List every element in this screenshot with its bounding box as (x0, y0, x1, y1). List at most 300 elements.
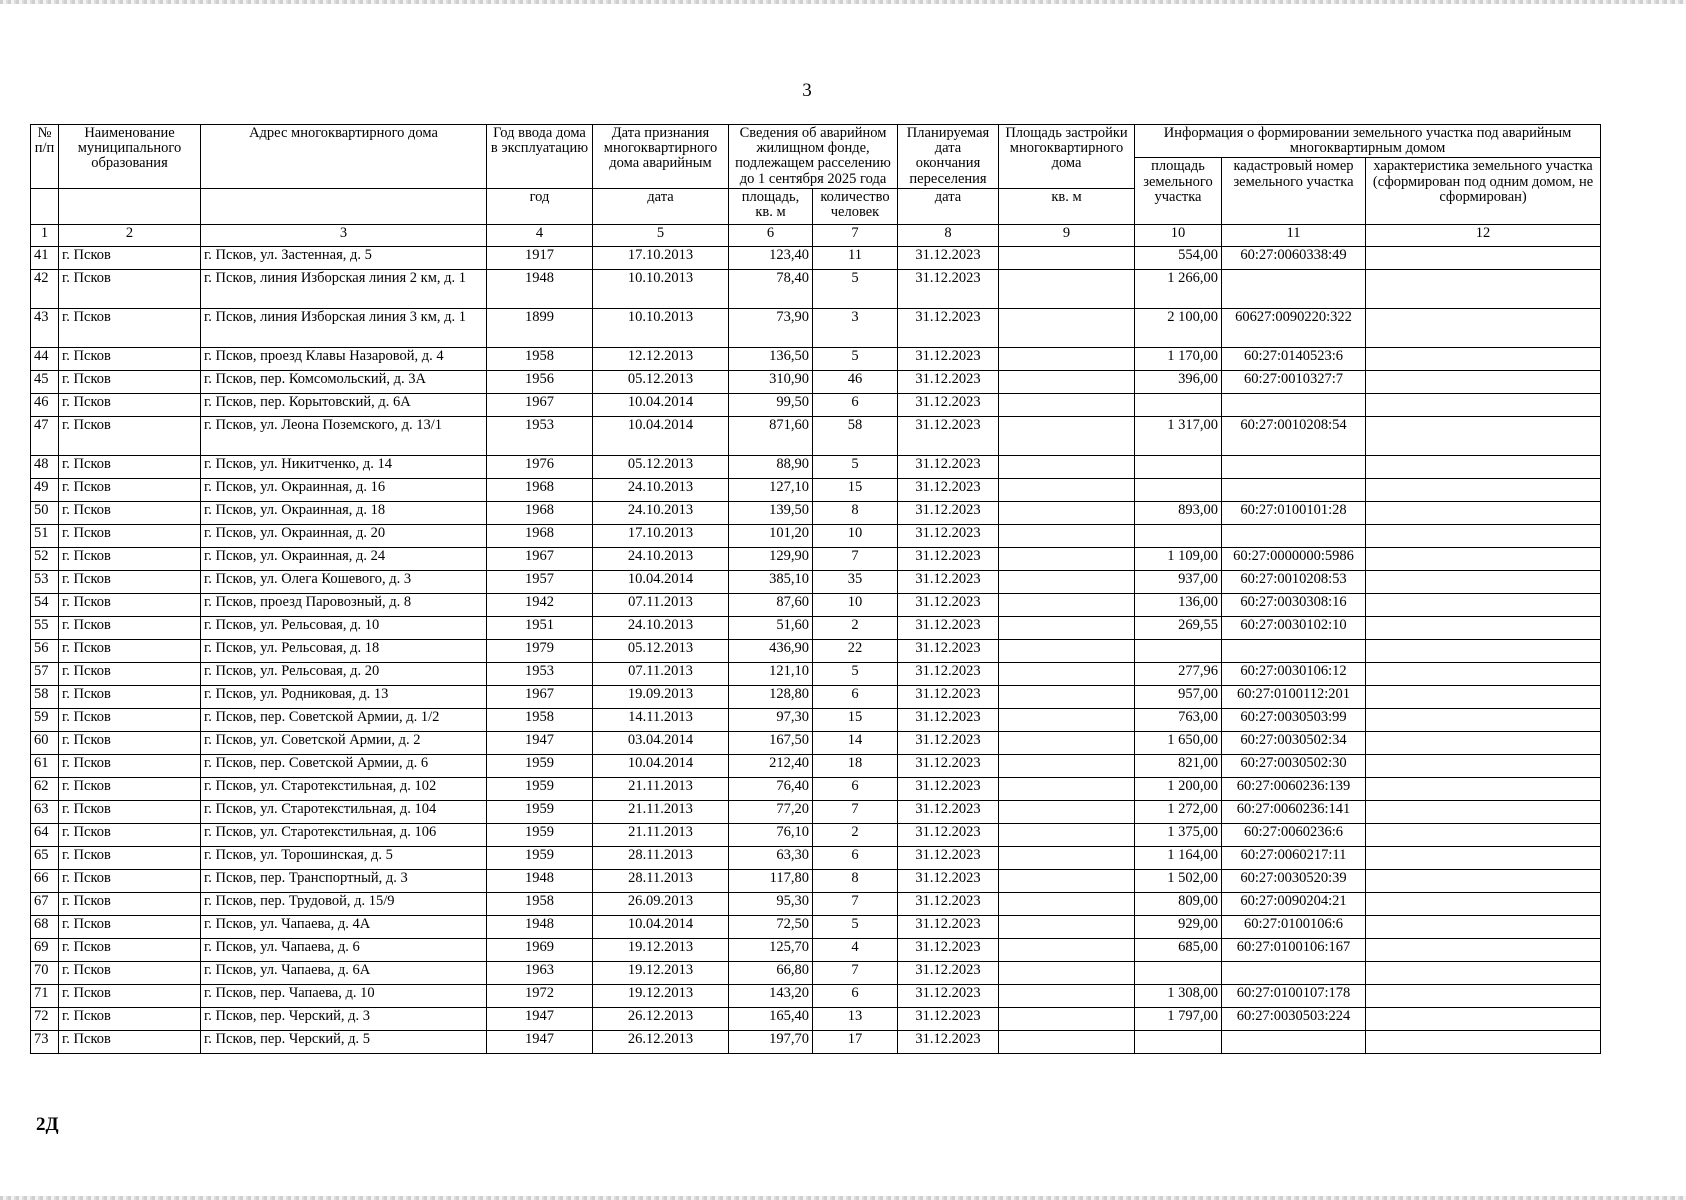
cell-planned-date: 31.12.2023 (898, 455, 999, 478)
cell-building-area (999, 1007, 1135, 1030)
cell-land-characteristic (1366, 800, 1601, 823)
cell-people: 2 (813, 823, 898, 846)
table-row (31, 1030, 1601, 1053)
cell-address: г. Псков, ул. Окраинная, д. 18 (201, 501, 487, 524)
cell-land-area (1135, 455, 1222, 478)
cell-municipality: г. Псков (59, 455, 201, 478)
cell-planned-date: 31.12.2023 (898, 846, 999, 869)
cell-planned-date: 31.12.2023 (898, 478, 999, 501)
cell-date-emergency: 24.10.2013 (593, 478, 729, 501)
cell-row-number: 48 (31, 455, 59, 478)
cell-year-built: 1957 (487, 570, 593, 593)
cell-date-emergency: 21.11.2013 (593, 800, 729, 823)
cell-row-number: 46 (31, 393, 59, 416)
cell-land-area: 1 650,00 (1135, 731, 1222, 754)
unit-building-area: кв. м (999, 188, 1135, 224)
cell-planned-date: 31.12.2023 (898, 416, 999, 455)
cell-area: 129,90 (729, 547, 813, 570)
cell-building-area (999, 800, 1135, 823)
cell-address: г. Псков, пер. Советской Армии, д. 1/2 (201, 708, 487, 731)
cell-address: г. Псков, ул. Старотекстильная, д. 102 (201, 777, 487, 800)
cell-building-area (999, 662, 1135, 685)
cell-municipality: г. Псков (59, 501, 201, 524)
cell-year-built: 1953 (487, 662, 593, 685)
cell-area: 77,20 (729, 800, 813, 823)
unit-planned-date: дата (898, 188, 999, 224)
cell-land-characteristic (1366, 938, 1601, 961)
cell-cadastral-number: 60:27:0010208:53 (1222, 570, 1366, 593)
cell-people: 6 (813, 685, 898, 708)
cell-land-area: 957,00 (1135, 685, 1222, 708)
cell-municipality: г. Псков (59, 616, 201, 639)
cell-land-characteristic (1366, 823, 1601, 846)
cell-cadastral-number: 60:27:0030102:10 (1222, 616, 1366, 639)
column-number: 2 (59, 224, 201, 246)
cell-address: г. Псков, пер. Трудовой, д. 15/9 (201, 892, 487, 915)
table-row (31, 524, 1601, 547)
cell-municipality: г. Псков (59, 478, 201, 501)
cell-people: 46 (813, 370, 898, 393)
document-code: 2Д (36, 1114, 59, 1135)
cell-building-area (999, 416, 1135, 455)
cell-area: 310,90 (729, 370, 813, 393)
cell-land-characteristic (1366, 308, 1601, 347)
column-number: 5 (593, 224, 729, 246)
cell-year-built: 1968 (487, 524, 593, 547)
cell-cadastral-number: 60:27:0100106:6 (1222, 915, 1366, 938)
cell-cadastral-number: 60627:0090220:322 (1222, 308, 1366, 347)
cell-land-characteristic (1366, 455, 1601, 478)
cell-cadastral-number: 60:27:0000000:5986 (1222, 547, 1366, 570)
cell-address: г. Псков, ул. Никитченко, д. 14 (201, 455, 487, 478)
cell-year-built: 1899 (487, 308, 593, 347)
header-address: Адрес многоквартирного дома (201, 125, 487, 189)
column-number: 4 (487, 224, 593, 246)
column-number: 3 (201, 224, 487, 246)
cell-cadastral-number: 60:27:0100101:28 (1222, 501, 1366, 524)
cell-land-characteristic (1366, 416, 1601, 455)
cell-land-area: 1 317,00 (1135, 416, 1222, 455)
cell-area: 385,10 (729, 570, 813, 593)
cell-planned-date: 31.12.2023 (898, 524, 999, 547)
cell-year-built: 1948 (487, 915, 593, 938)
cell-building-area (999, 685, 1135, 708)
table-row (31, 823, 1601, 846)
cell-building-area (999, 524, 1135, 547)
cell-year-built: 1951 (487, 616, 593, 639)
cell-area: 73,90 (729, 308, 813, 347)
cell-building-area (999, 269, 1135, 308)
cell-cadastral-number: 60:27:0060217:11 (1222, 846, 1366, 869)
table-row (31, 685, 1601, 708)
cell-land-area: 893,00 (1135, 501, 1222, 524)
cell-address: г. Псков, ул. Окраинная, д. 16 (201, 478, 487, 501)
column-number: 6 (729, 224, 813, 246)
cell-land-area: 929,00 (1135, 915, 1222, 938)
table-row (31, 869, 1601, 892)
cell-area: 871,60 (729, 416, 813, 455)
cell-address: г. Псков, ул. Леона Поземского, д. 13/1 (201, 416, 487, 455)
cell-address: г. Псков, ул. Родниковая, д. 13 (201, 685, 487, 708)
cell-date-emergency: 26.09.2013 (593, 892, 729, 915)
header-land-area: площадь земельного участка (1135, 158, 1222, 224)
cell-land-characteristic (1366, 593, 1601, 616)
cell-cadastral-number: 60:27:0010208:54 (1222, 416, 1366, 455)
cell-area: 197,70 (729, 1030, 813, 1053)
cell-date-emergency: 14.11.2013 (593, 708, 729, 731)
cell-building-area (999, 915, 1135, 938)
cell-land-characteristic (1366, 984, 1601, 1007)
cell-planned-date: 31.12.2023 (898, 616, 999, 639)
table-row (31, 393, 1601, 416)
cell-row-number: 63 (31, 800, 59, 823)
cell-area: 51,60 (729, 616, 813, 639)
cell-land-characteristic (1366, 570, 1601, 593)
cell-people: 35 (813, 570, 898, 593)
cell-building-area (999, 823, 1135, 846)
cell-people: 6 (813, 777, 898, 800)
cell-building-area (999, 708, 1135, 731)
cell-municipality: г. Псков (59, 269, 201, 308)
cell-planned-date: 31.12.2023 (898, 754, 999, 777)
cell-address: г. Псков, ул. Старотекстильная, д. 106 (201, 823, 487, 846)
header-building-area: Площадь застройки многоквартирного дома (999, 125, 1135, 189)
cell-row-number: 61 (31, 754, 59, 777)
cell-planned-date: 31.12.2023 (898, 246, 999, 269)
cell-planned-date: 31.12.2023 (898, 547, 999, 570)
cell-land-characteristic (1366, 501, 1601, 524)
cell-building-area (999, 347, 1135, 370)
cell-row-number: 68 (31, 915, 59, 938)
cell-planned-date: 31.12.2023 (898, 938, 999, 961)
cell-address: г. Псков, ул. Застенная, д. 5 (201, 246, 487, 269)
table-row (31, 708, 1601, 731)
cell-date-emergency: 12.12.2013 (593, 347, 729, 370)
cell-planned-date: 31.12.2023 (898, 501, 999, 524)
cell-building-area (999, 616, 1135, 639)
cell-land-characteristic (1366, 662, 1601, 685)
cell-land-characteristic (1366, 685, 1601, 708)
cell-row-number: 73 (31, 1030, 59, 1053)
cell-municipality: г. Псков (59, 570, 201, 593)
cell-land-characteristic (1366, 846, 1601, 869)
unit-area: площадь, кв. м (729, 188, 813, 224)
cell-year-built: 1959 (487, 823, 593, 846)
cell-row-number: 49 (31, 478, 59, 501)
cell-cadastral-number (1222, 524, 1366, 547)
cell-building-area (999, 570, 1135, 593)
cell-municipality: г. Псков (59, 846, 201, 869)
cell-area: 143,20 (729, 984, 813, 1007)
cell-land-area: 277,96 (1135, 662, 1222, 685)
scan-edge-top (0, 0, 1686, 4)
cell-address: г. Псков, ул. Рельсовая, д. 18 (201, 639, 487, 662)
table-body (31, 246, 1601, 1053)
cell-cadastral-number: 60:27:0010327:7 (1222, 370, 1366, 393)
table-row (31, 1007, 1601, 1030)
cell-land-characteristic (1366, 269, 1601, 308)
table-row (31, 777, 1601, 800)
cell-year-built: 1967 (487, 547, 593, 570)
cell-municipality: г. Псков (59, 416, 201, 455)
cell-area: 66,80 (729, 961, 813, 984)
cell-municipality: г. Псков (59, 524, 201, 547)
cell-address: г. Псков, пер. Комсомольский, д. 3А (201, 370, 487, 393)
cell-planned-date: 31.12.2023 (898, 347, 999, 370)
cell-address: г. Псков, ул. Окраинная, д. 24 (201, 547, 487, 570)
cell-planned-date: 31.12.2023 (898, 1007, 999, 1030)
cell-people: 5 (813, 269, 898, 308)
table-row (31, 754, 1601, 777)
cell-cadastral-number: 60:27:0100106:167 (1222, 938, 1366, 961)
unit-empty-3 (201, 188, 487, 224)
cell-cadastral-number: 60:27:0030503:99 (1222, 708, 1366, 731)
cell-row-number: 71 (31, 984, 59, 1007)
table-row (31, 478, 1601, 501)
cell-people: 2 (813, 616, 898, 639)
cell-municipality: г. Псков (59, 800, 201, 823)
column-number: 1 (31, 224, 59, 246)
emergency-housing-table (30, 124, 1601, 1054)
table-row (31, 639, 1601, 662)
cell-building-area (999, 938, 1135, 961)
cell-planned-date: 31.12.2023 (898, 800, 999, 823)
cell-year-built: 1972 (487, 984, 593, 1007)
cell-area: 72,50 (729, 915, 813, 938)
cell-municipality: г. Псков (59, 1030, 201, 1053)
unit-empty-1 (31, 188, 59, 224)
cell-land-characteristic (1366, 370, 1601, 393)
cell-land-area (1135, 639, 1222, 662)
cell-row-number: 50 (31, 501, 59, 524)
cell-building-area (999, 961, 1135, 984)
cell-cadastral-number (1222, 455, 1366, 478)
header-planned-date: Планируемая дата окончания переселения (898, 125, 999, 189)
cell-land-area: 396,00 (1135, 370, 1222, 393)
cell-people: 4 (813, 938, 898, 961)
cell-row-number: 51 (31, 524, 59, 547)
cell-year-built: 1953 (487, 416, 593, 455)
cell-people: 5 (813, 347, 898, 370)
cell-municipality: г. Псков (59, 938, 201, 961)
cell-address: г. Псков, линия Изборская линия 3 км, д. 1 (201, 308, 487, 347)
cell-land-characteristic (1366, 616, 1601, 639)
cell-row-number: 41 (31, 246, 59, 269)
table-row (31, 616, 1601, 639)
cell-planned-date: 31.12.2023 (898, 823, 999, 846)
cell-land-characteristic (1366, 524, 1601, 547)
cell-municipality: г. Псков (59, 393, 201, 416)
cell-date-emergency: 19.09.2013 (593, 685, 729, 708)
cell-area: 136,50 (729, 347, 813, 370)
cell-address: г. Псков, пер. Советской Армии, д. 6 (201, 754, 487, 777)
cell-people: 5 (813, 915, 898, 938)
cell-land-area: 1 308,00 (1135, 984, 1222, 1007)
cell-date-emergency: 26.12.2013 (593, 1007, 729, 1030)
cell-planned-date: 31.12.2023 (898, 269, 999, 308)
cell-row-number: 67 (31, 892, 59, 915)
cell-address: г. Псков, пер. Чапаева, д. 10 (201, 984, 487, 1007)
table-row (31, 800, 1601, 823)
cell-cadastral-number (1222, 269, 1366, 308)
header-row-number: № п/п (31, 125, 59, 189)
column-number: 10 (1135, 224, 1222, 246)
cell-area: 87,60 (729, 593, 813, 616)
cell-land-characteristic (1366, 478, 1601, 501)
cell-municipality: г. Псков (59, 777, 201, 800)
cell-date-emergency: 07.11.2013 (593, 593, 729, 616)
cell-building-area (999, 846, 1135, 869)
cell-cadastral-number: 60:27:0140523:6 (1222, 347, 1366, 370)
cell-land-area: 1 266,00 (1135, 269, 1222, 308)
cell-cadastral-number: 60:27:0030308:16 (1222, 593, 1366, 616)
cell-area: 88,90 (729, 455, 813, 478)
cell-planned-date: 31.12.2023 (898, 570, 999, 593)
cell-land-area: 1 375,00 (1135, 823, 1222, 846)
cell-address: г. Псков, ул. Окраинная, д. 20 (201, 524, 487, 547)
cell-row-number: 53 (31, 570, 59, 593)
cell-row-number: 64 (31, 823, 59, 846)
cell-date-emergency: 05.12.2013 (593, 455, 729, 478)
cell-year-built: 1958 (487, 347, 593, 370)
cell-cadastral-number: 60:27:0090204:21 (1222, 892, 1366, 915)
cell-cadastral-number (1222, 1030, 1366, 1053)
cell-address: г. Псков, линия Изборская линия 2 км, д. 1 (201, 269, 487, 308)
header-housing-info: Сведения об аварийном жилищном фонде, подлежащем расселению до 1 сентября 2025 года (729, 125, 898, 189)
table-row (31, 938, 1601, 961)
cell-people: 7 (813, 892, 898, 915)
cell-year-built: 1959 (487, 754, 593, 777)
cell-date-emergency: 19.12.2013 (593, 938, 729, 961)
cell-area: 76,10 (729, 823, 813, 846)
cell-land-area (1135, 961, 1222, 984)
cell-land-characteristic (1366, 915, 1601, 938)
cell-land-area: 554,00 (1135, 246, 1222, 269)
cell-municipality: г. Псков (59, 246, 201, 269)
cell-date-emergency: 10.04.2014 (593, 570, 729, 593)
cell-year-built: 1959 (487, 800, 593, 823)
cell-municipality: г. Псков (59, 308, 201, 347)
cell-building-area (999, 246, 1135, 269)
cell-address: г. Псков, проезд Паровозный, д. 8 (201, 593, 487, 616)
table-row (31, 347, 1601, 370)
cell-cadastral-number: 60:27:0030502:30 (1222, 754, 1366, 777)
cell-building-area (999, 308, 1135, 347)
table-row (31, 915, 1601, 938)
cell-cadastral-number: 60:27:0100112:201 (1222, 685, 1366, 708)
cell-address: г. Псков, пер. Транспортный, д. 3 (201, 869, 487, 892)
cell-cadastral-number (1222, 478, 1366, 501)
cell-year-built: 1948 (487, 269, 593, 308)
cell-year-built: 1968 (487, 501, 593, 524)
cell-building-area (999, 754, 1135, 777)
cell-planned-date: 31.12.2023 (898, 370, 999, 393)
cell-land-area: 937,00 (1135, 570, 1222, 593)
cell-land-characteristic (1366, 892, 1601, 915)
cell-building-area (999, 731, 1135, 754)
cell-date-emergency: 24.10.2013 (593, 616, 729, 639)
cell-land-area (1135, 1030, 1222, 1053)
cell-row-number: 47 (31, 416, 59, 455)
cell-year-built: 1942 (487, 593, 593, 616)
cell-date-emergency: 17.10.2013 (593, 524, 729, 547)
cell-people: 15 (813, 708, 898, 731)
unit-people: количество человек (813, 188, 898, 224)
cell-row-number: 69 (31, 938, 59, 961)
cell-area: 127,10 (729, 478, 813, 501)
cell-area: 121,10 (729, 662, 813, 685)
cell-row-number: 52 (31, 547, 59, 570)
cell-people: 7 (813, 547, 898, 570)
cell-people: 22 (813, 639, 898, 662)
cell-land-characteristic (1366, 347, 1601, 370)
cell-cadastral-number: 60:27:0030502:34 (1222, 731, 1366, 754)
cell-land-area: 1 272,00 (1135, 800, 1222, 823)
cell-date-emergency: 05.12.2013 (593, 639, 729, 662)
cell-address: г. Псков, ул. Торошинская, д. 5 (201, 846, 487, 869)
cell-land-area: 1 109,00 (1135, 547, 1222, 570)
cell-address: г. Псков, ул. Советской Армии, д. 2 (201, 731, 487, 754)
cell-people: 8 (813, 501, 898, 524)
cell-land-area: 1 502,00 (1135, 869, 1222, 892)
cell-address: г. Псков, проезд Клавы Назаровой, д. 4 (201, 347, 487, 370)
cell-building-area (999, 455, 1135, 478)
cell-date-emergency: 28.11.2013 (593, 869, 729, 892)
page-number: 3 (802, 80, 812, 101)
cell-building-area (999, 370, 1135, 393)
cell-building-area (999, 777, 1135, 800)
cell-land-area (1135, 524, 1222, 547)
cell-building-area (999, 639, 1135, 662)
cell-cadastral-number: 60:27:0060338:49 (1222, 246, 1366, 269)
cell-building-area (999, 984, 1135, 1007)
cell-land-characteristic (1366, 246, 1601, 269)
cell-cadastral-number (1222, 961, 1366, 984)
cell-row-number: 54 (31, 593, 59, 616)
cell-municipality: г. Псков (59, 892, 201, 915)
cell-area: 99,50 (729, 393, 813, 416)
cell-land-area: 821,00 (1135, 754, 1222, 777)
table-row (31, 308, 1601, 347)
cell-people: 58 (813, 416, 898, 455)
cell-address: г. Псков, пер. Черский, д. 5 (201, 1030, 487, 1053)
cell-municipality: г. Псков (59, 547, 201, 570)
column-number: 9 (999, 224, 1135, 246)
cell-date-emergency: 05.12.2013 (593, 370, 729, 393)
cell-land-characteristic (1366, 393, 1601, 416)
cell-address: г. Псков, ул. Чапаева, д. 4А (201, 915, 487, 938)
cell-people: 11 (813, 246, 898, 269)
cell-date-emergency: 10.04.2014 (593, 416, 729, 455)
cell-date-emergency: 24.10.2013 (593, 501, 729, 524)
cell-row-number: 57 (31, 662, 59, 685)
cell-planned-date: 31.12.2023 (898, 708, 999, 731)
cell-people: 6 (813, 846, 898, 869)
cell-municipality: г. Псков (59, 593, 201, 616)
cell-year-built: 1958 (487, 892, 593, 915)
cell-people: 13 (813, 1007, 898, 1030)
cell-cadastral-number: 60:27:0030520:39 (1222, 869, 1366, 892)
table-row (31, 892, 1601, 915)
cell-year-built: 1963 (487, 961, 593, 984)
header-cadastral-number: кадастровый номер земельного участка (1222, 158, 1366, 224)
cell-land-area: 685,00 (1135, 938, 1222, 961)
cell-area: 128,80 (729, 685, 813, 708)
cell-planned-date: 31.12.2023 (898, 777, 999, 800)
cell-land-area: 763,00 (1135, 708, 1222, 731)
cell-planned-date: 31.12.2023 (898, 915, 999, 938)
cell-date-emergency: 24.10.2013 (593, 547, 729, 570)
